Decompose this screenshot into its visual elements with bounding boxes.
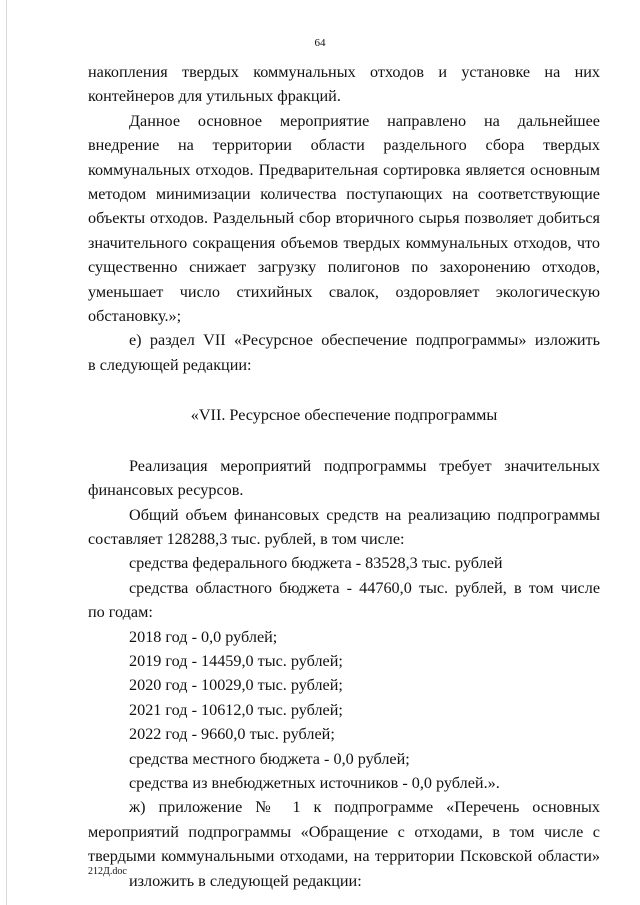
text-line: в следующей редакции: — [88, 355, 252, 374]
text-line: Общий объем финансовых средств на реализацию подпрограммы — [129, 505, 600, 524]
text-line: составляет 128288,3 тыс. рублей, в том числе: — [88, 529, 405, 548]
page-edge — [6, 0, 7, 905]
text-line: средства местного бюджета - 0,0 рублей; — [129, 749, 410, 768]
year-list — [88, 625, 600, 747]
text-line: значительного сокращения объемов твердых коммунальных отходов, что — [88, 233, 600, 252]
paragraph-1 — [88, 60, 600, 109]
paragraph-10 — [88, 795, 600, 868]
text-line: финансовых ресурсов. — [88, 481, 244, 500]
year-item: 2021 год - 10612,0 тыс. рублей; — [129, 700, 343, 719]
file-name-footer: 212Д.doc — [88, 866, 127, 877]
paragraph-9 — [88, 771, 600, 795]
paragraph-7 — [88, 576, 600, 625]
text-line: Реализация мероприятий подпрограммы требует значительных — [129, 456, 600, 475]
paragraph-8 — [88, 747, 600, 771]
text-line: объекты отходов. Раздельный сбор вторичного сырья позволяет добиться — [88, 209, 600, 228]
paragraph-5 — [88, 503, 600, 552]
text-line: существенно снижает загрузку полигонов по захоронению отходов, — [88, 258, 600, 277]
text-line: Данное основное мероприятие направлено на дальнейшее — [129, 111, 600, 130]
year-item: 2020 год - 10029,0 тыс. рублей; — [129, 676, 343, 695]
year-item: 2019 год - 14459,0 тыс. рублей; — [129, 651, 343, 670]
text-line: е) раздел VII «Ресурсное обеспечение подпрограммы» изложить — [129, 331, 600, 350]
text-line: внедрение на территории области раздельного сбора твердых — [88, 136, 600, 155]
paragraph-11 — [88, 869, 600, 893]
page-number: 64 — [314, 37, 326, 49]
year-item: 2018 год - 0,0 рублей; — [129, 627, 278, 646]
text-line: твердыми коммунальными отходами, на территории Псковской области» — [88, 847, 600, 866]
text-line: обстановку.»; — [88, 307, 182, 326]
paragraph-6 — [88, 551, 600, 575]
text-line: уменьшает число стихийных свалок, оздоровляет экологическую — [88, 282, 600, 301]
paragraph-3 — [88, 328, 600, 377]
text-line: контейнеров для утильных фракций. — [88, 87, 341, 106]
text-line: мероприятий подпрограммы «Обращение с отходами, в том числе с — [88, 822, 600, 841]
text-line: по годам: — [88, 603, 153, 622]
text-line: накопления твердых коммунальных отходов и установке на них — [88, 63, 600, 81]
text-line: ж) приложение № 1 к подпрограмме «Перечень основных — [129, 798, 600, 817]
text-line: средства федерального бюджета - 83528,3 тыс. рублей — [129, 554, 503, 573]
text-line: средства из внебюджетных источников - 0,0 рублей.». — [129, 773, 500, 792]
text-line: изложить в следующей редакции: — [129, 871, 362, 890]
section-heading: «VII. Ресурсное обеспечение подпрограммы — [190, 406, 498, 425]
text-line: методом минимизации количества поступающих на соответствующие — [88, 185, 600, 204]
paragraph-2 — [88, 109, 600, 329]
year-item: 2022 год - 9660,0 тыс. рублей; — [129, 725, 335, 744]
text-line: средства областного бюджета - 44760,0 тыс. рублей, в том числе — [129, 578, 600, 597]
document-body — [88, 60, 600, 893]
text-line: коммунальных отходов. Предварительная сортировка является основным — [88, 160, 600, 179]
paragraph-4 — [88, 454, 600, 503]
